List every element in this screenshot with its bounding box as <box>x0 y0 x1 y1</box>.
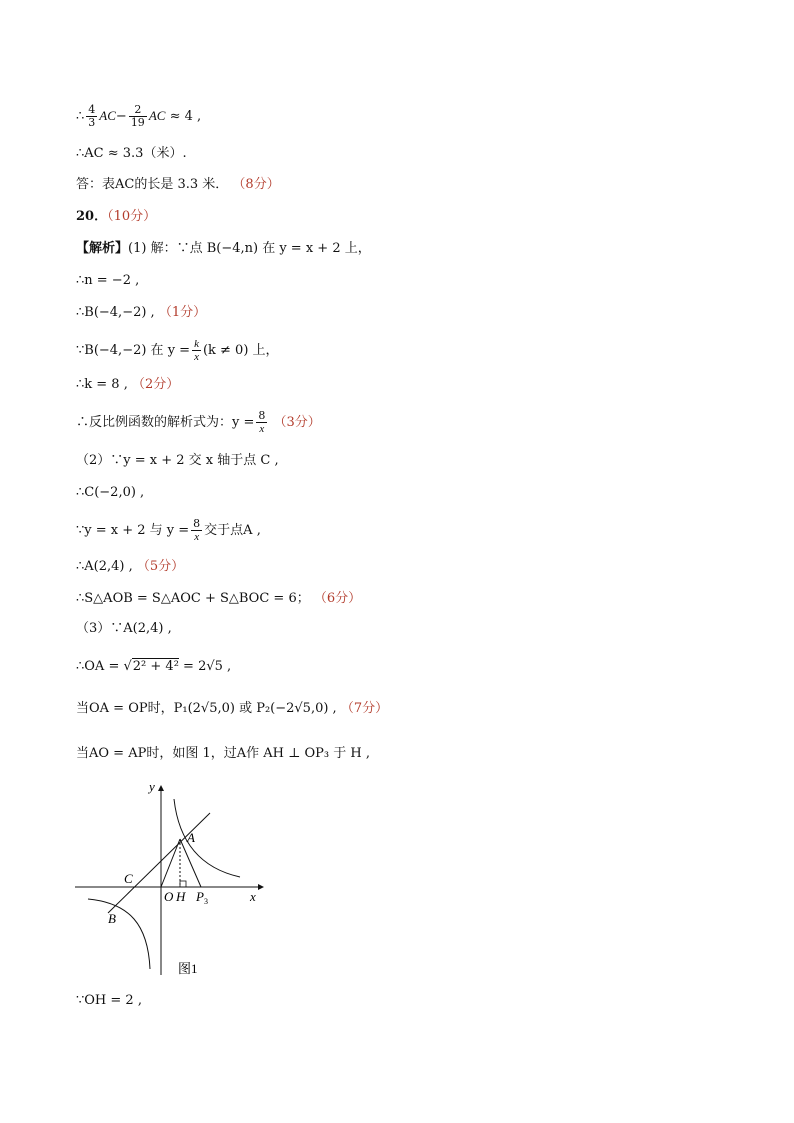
question-number: 20． <box>76 209 108 224</box>
y-axis-arrow <box>158 785 164 791</box>
solution-line-13 <box>76 658 231 676</box>
score-3: （3分） <box>273 415 321 430</box>
label-h: H <box>176 889 186 904</box>
sqrt-symbol: √ <box>123 659 132 674</box>
equation-line-1 <box>76 104 201 129</box>
segment-oa <box>161 839 180 887</box>
ac-result: ∴AC ≈ 3.3（米）. <box>76 146 187 161</box>
solution-line-7 <box>76 452 279 470</box>
label-o: O <box>164 889 174 904</box>
analysis-tag: 【解析】 <box>76 241 129 256</box>
part2-intro: （2）∵y = x + 2 交 x 轴于点 C , <box>76 453 279 468</box>
solution-line-10 <box>76 558 184 576</box>
var-ac-2: AC <box>148 108 166 123</box>
solution-line-12 <box>76 620 172 638</box>
solution-line-8 <box>76 484 144 502</box>
figure-1 <box>70 775 270 985</box>
score-8: （8分） <box>232 177 280 192</box>
solution-text-1: (1) 解：∵点 B(−4,n) 在 y = x + 2 上， <box>128 241 371 256</box>
fraction-2-19: $\frac{2}{19}$ <box>130 103 145 129</box>
fraction-k-x: $\frac{k}{x}$ <box>194 338 199 363</box>
score-7: （7分） <box>340 701 389 716</box>
area-equation: ∴S△AOB = S△AOC + S△BOC = 6； <box>76 591 310 606</box>
function-expression-pre: ∴反比例函数的解析式为：y = <box>76 415 255 430</box>
question-20-header <box>76 208 156 226</box>
solution-line-15 <box>76 745 370 763</box>
hyperbola-branch-3 <box>88 899 150 969</box>
ap-case: 当AO = AP时，如图 1，过A作 AH ⊥ OP₃ 于 H , <box>76 746 370 761</box>
label-a: A <box>187 830 195 845</box>
label-b: B <box>108 911 116 926</box>
right-angle-mark <box>180 881 186 887</box>
solution-line-1 <box>76 240 371 258</box>
b-point: ∴B(−4,−2) , <box>76 305 155 320</box>
approx-4: ≈ 4 , <box>169 109 202 124</box>
line-y-x-2 <box>108 813 210 913</box>
solution-line-11 <box>76 590 361 608</box>
b-on-curve-post: (k ≠ 0) 上， <box>202 343 279 358</box>
score-1: （1分） <box>158 305 207 320</box>
equation-line-2 <box>76 145 187 163</box>
oa-post: = 2√5 , <box>183 659 232 674</box>
solution-line-4 <box>76 338 279 363</box>
solution-line-3 <box>76 304 206 322</box>
solution-line-16 <box>76 992 142 1010</box>
label-y: y <box>149 779 155 794</box>
fraction-8-x-2: $\frac{8}{x}$ <box>193 517 201 543</box>
a-point: ∴A(2,4) , <box>76 559 133 574</box>
label-p-sub: 3 <box>204 897 208 906</box>
therefore-symbol: ∴ <box>76 109 85 124</box>
op-case: 当OA = OP时，P₁(2√5,0) 或 P₂(−2√5,0) , <box>76 701 337 716</box>
k-value: ∴k = 8 , <box>76 377 128 392</box>
sqrt-radicand: 2² + 4² <box>132 659 179 674</box>
x-axis-arrow <box>258 884 264 890</box>
b-on-curve-pre: ∵B(−4,−2) 在 y = <box>76 343 191 358</box>
oh-value: ∵OH = 2 , <box>76 993 142 1008</box>
answer-line <box>76 176 280 194</box>
solution-line-2 <box>76 272 139 290</box>
solution-line-5 <box>76 376 179 394</box>
intersection-post: 交于点A , <box>204 523 261 538</box>
fraction-4-3: $\frac{4}{3}$ <box>88 103 96 129</box>
label-c: C <box>124 871 133 886</box>
score-5: （5分） <box>136 559 185 574</box>
c-point: ∴C(−2,0) , <box>76 485 145 500</box>
var-ac: AC <box>99 108 116 123</box>
solution-line-14 <box>76 700 388 718</box>
answer-text: 答：表AC的长是 3.3 米． <box>76 177 229 192</box>
score-10: （10分） <box>107 209 157 224</box>
solution-line-6 <box>76 410 321 435</box>
intersection-pre: ∵y = x + 2 与 y = <box>76 523 190 538</box>
minus-sign: − <box>115 109 127 124</box>
label-x: x <box>250 889 256 904</box>
fraction-8-x: $\frac{8}{x}$ <box>258 409 266 435</box>
part3-intro: （3）∵A(2,4) , <box>76 621 172 636</box>
solution-line-9 <box>76 518 261 543</box>
oa-pre: ∴OA = <box>76 659 120 674</box>
figure-caption: 图1 <box>178 961 198 976</box>
score-2: （2分） <box>131 377 180 392</box>
n-value: ∴n = −2 , <box>76 273 140 288</box>
score-6: （6分） <box>313 591 362 606</box>
label-p: P <box>196 889 204 904</box>
